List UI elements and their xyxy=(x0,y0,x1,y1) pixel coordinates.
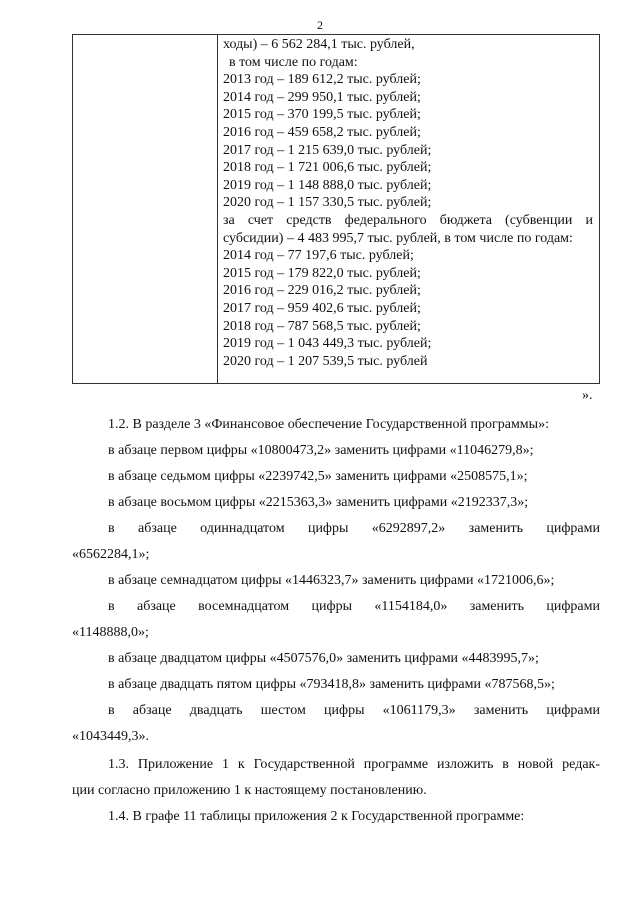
paragraph-eighteenth-line2: «1148888,0»; xyxy=(72,625,149,640)
paragraph-twenty-fifth: в абзаце двадцать пятом цифры «793418,8» заменить цифрами «787568,5»; xyxy=(108,677,555,692)
table-line: 2018 год – 787 568,5 тыс. рублей; xyxy=(223,318,421,334)
paragraph-1-3-line2: ции согласно приложению 1 к настоящему постановлению. xyxy=(72,783,427,798)
paragraph-eighth: в абзаце восьмом цифры «2215363,3» заменить цифрами «2192337,3»; xyxy=(108,495,529,510)
paragraph-first: в абзаце первом цифры «10800473,2» заменить цифрами «11046279,8»; xyxy=(108,443,534,458)
paragraph-eleventh-line2: «6562284,1»; xyxy=(72,547,150,562)
table-line: ходы) – 6 562 284,1 тыс. рублей, xyxy=(223,37,415,52)
table-line: 2016 год – 459 658,2 тыс. рублей; xyxy=(223,124,421,140)
financing-table xyxy=(72,34,600,384)
paragraph-twentieth: в абзаце двадцатом цифры «4507576,0» заменить цифрами «4483995,7»; xyxy=(108,651,539,666)
page-number: 2 xyxy=(317,18,323,32)
table-line: 2014 год – 77 197,6 тыс. рублей; xyxy=(223,248,414,264)
table-line: 2020 год – 1 207 539,5 тыс. рублей xyxy=(223,353,428,369)
table-line: 2013 год – 189 612,2 тыс. рублей; xyxy=(223,72,421,88)
paragraph-eleventh-line1: в абзаце одиннадцатом цифры «6292897,2» заменить цифрами xyxy=(108,521,600,536)
table-line: 2014 год – 299 950,1 тыс. рублей; xyxy=(223,89,421,105)
table-line: 2016 год – 229 016,2 тыс. рублей; xyxy=(223,283,421,299)
table-line: 2019 год – 1 043 449,3 тыс. рублей; xyxy=(223,336,432,352)
table-line: 2015 год – 370 199,5 тыс. рублей; xyxy=(223,107,421,123)
table-line: 2015 год – 179 822,0 тыс. рублей; xyxy=(223,265,421,281)
paragraph-1-3-line1: 1.3. Приложение 1 к Государственной программе изложить в новой редак- xyxy=(108,757,600,772)
paragraph-eighteenth-line1: в абзаце восемнадцатом цифры «1154184,0» заменить цифрами xyxy=(108,599,600,614)
paragraph-twenty-sixth-line2: «1043449,3». xyxy=(72,729,149,744)
paragraph-twenty-sixth-line1: в абзаце двадцать шестом цифры «1061179,3» заменить цифрами xyxy=(108,703,600,718)
table-line: 2018 год – 1 721 006,6 тыс. рублей; xyxy=(223,160,432,176)
table-left-cell xyxy=(73,35,217,383)
table-column-divider xyxy=(217,35,218,383)
paragraph-1-4: 1.4. В графе 11 таблицы приложения 2 к Государственной программе: xyxy=(108,809,525,824)
paragraph-seventh: в абзаце седьмом цифры «2239742,5» заменить цифрами «2508575,1»; xyxy=(108,469,528,484)
federal-budget-text: за счет средств федерального бюджета (субвенции и субсидии) – 4 483 995,7 тыс. рублей, в том числе по годам: xyxy=(223,212,593,246)
table-right-cell xyxy=(223,36,593,370)
table-line: 2017 год – 959 402,6 тыс. рублей; xyxy=(223,300,421,316)
table-line: 2020 год – 1 157 330,5 тыс. рублей; xyxy=(223,195,432,211)
table-line: 2017 год – 1 215 639,0 тыс. рублей; xyxy=(223,142,432,158)
table-line: в том числе по годам: xyxy=(229,54,358,70)
table-line: 2019 год – 1 148 888,0 тыс. рублей; xyxy=(223,177,432,193)
paragraph-seventeenth: в абзаце семнадцатом цифры «1446323,7» заменить цифрами «1721006,6»; xyxy=(108,573,555,588)
closing-quote: ». xyxy=(582,388,593,403)
paragraph-1-2: 1.2. В разделе 3 «Финансовое обеспечение Государственной программы»: xyxy=(108,417,549,432)
